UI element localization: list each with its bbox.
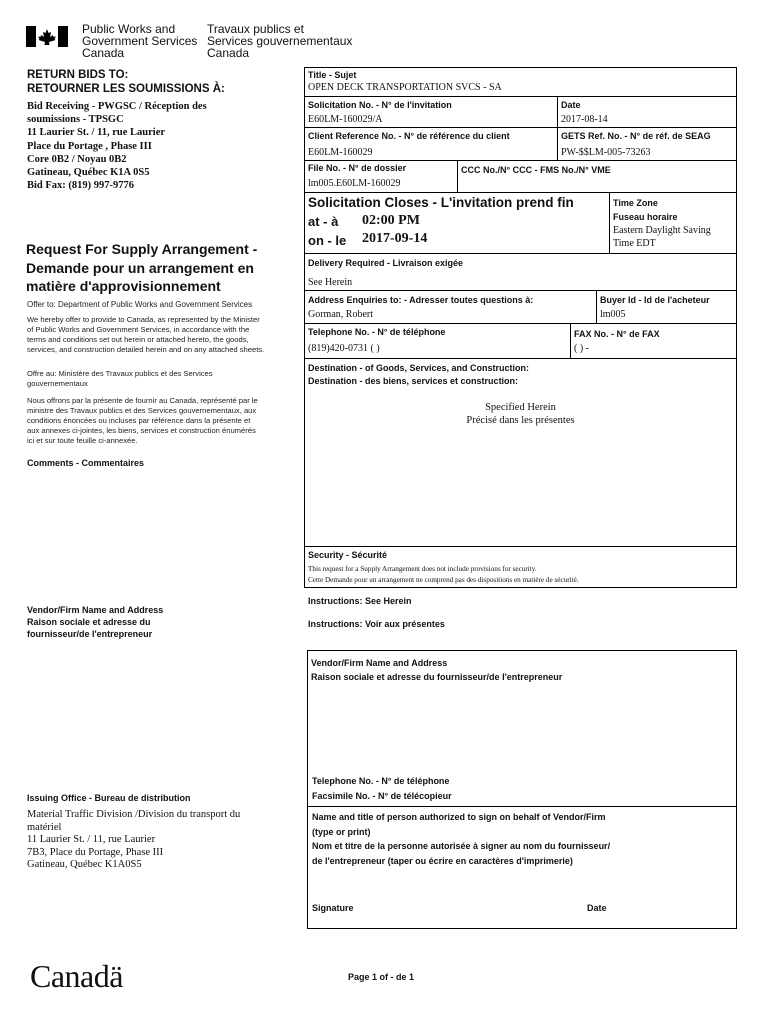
destination-label-line: Destination - des biens, services et construction: <box>308 376 519 386</box>
canada-flag-icon <box>26 26 68 47</box>
time-zone-label <box>613 196 678 224</box>
issuing-office-address <box>27 809 240 872</box>
request-heading-line: matière d'approvisionnement <box>26 278 221 294</box>
time-zone-label-line: Time Zone <box>613 198 658 208</box>
buyer-id-value: lm005 <box>600 309 626 320</box>
vendor-firm-label-line: Vendor/Firm Name and Address <box>311 658 448 668</box>
authorized-person-line: Nom et titre de la personne autorisée à signer au nom du fournisseur/ <box>312 841 611 851</box>
vendor-left-line: fournisseur/de l'entrepreneur <box>27 629 153 639</box>
divider <box>304 127 737 128</box>
time-zone-label-line: Fuseau horaire <box>613 212 678 222</box>
divider <box>304 192 737 193</box>
bid-fax: Bid Fax: (819) 997-9776 <box>27 180 135 192</box>
divider <box>304 253 737 254</box>
address-line: Place du Portage , Phase III <box>27 140 152 152</box>
destination-value-line: Specified Herein <box>485 402 556 413</box>
address-line: Bid Receiving - PWGSC / Réception des <box>27 101 207 112</box>
destination-value-line: Précisé dans les présentes <box>466 415 575 426</box>
solicitation-no-label: Solicitation No. - N° de l'invitation <box>308 100 452 110</box>
fax-label: FAX No. - N° de FAX <box>574 329 660 339</box>
dept-fr-line: Travaux publics et <box>207 22 304 36</box>
signature-date-label: Date <box>587 903 607 913</box>
security-label: Security - Sécurité <box>308 550 388 560</box>
divider <box>557 96 558 160</box>
canada-wordmark: Canadä <box>30 958 123 994</box>
dept-en-line: Government Services <box>82 34 198 48</box>
telephone-value: (819)420-0731 ( ) <box>308 343 380 354</box>
request-heading <box>26 240 257 296</box>
offre-line: Nous offrons par la présente de fournir au Canada, représenté par le <box>27 396 258 405</box>
destination-value <box>304 401 737 427</box>
page-number: Page 1 of - de 1 <box>348 972 415 982</box>
instructions-en: Instructions: See Herein <box>308 596 412 606</box>
title-value: OPEN DECK TRANSPORTATION SVCS - SA <box>308 82 502 93</box>
dept-fr-line: Canada <box>207 46 250 60</box>
gets-ref-value: PW-$$LM-005-73263 <box>561 147 651 158</box>
address-line: Core 0B2 / Noyau 0B2 <box>27 153 127 165</box>
divider <box>570 323 571 358</box>
address-line: Gatineau, Québec K1A 0S5 <box>27 167 150 179</box>
offer-statement-en <box>27 315 264 355</box>
address-line: 11 Laurier St. / 11, rue Laurier <box>27 127 166 139</box>
security-note-line: This request for a Supply Arrangement does not include provisions for security. <box>308 565 537 573</box>
date-label: Date <box>561 100 581 110</box>
vendor-firm-label-line: Raison sociale et adresse du fournisseur/de l'entrepreneur <box>311 672 563 682</box>
offre-line: ici et sur toute feuille ci-annexée. <box>27 436 138 445</box>
security-note-line: Cette Demande pour un arrangement ne comprend pas des dispositions en matière de sécurité. <box>308 576 579 584</box>
return-bids-address <box>27 100 207 192</box>
issuing-line: Gatineau, Québec K1A0S5 <box>27 859 142 870</box>
return-bids-en: RETURN BIDS TO: <box>27 69 129 81</box>
offer-statement-fr <box>27 396 258 446</box>
offre-line: ministre des Travaux publics et des Services gouvernementaux, aux <box>27 406 257 415</box>
issuing-line: 7B3, Place du Portage, Phase III <box>27 846 164 858</box>
dept-name-english <box>82 23 197 59</box>
offre-au-line: gouvernementaux <box>27 379 88 388</box>
divider <box>307 806 737 807</box>
vendor-firm-input-area[interactable] <box>311 688 731 774</box>
address-line: soumissions - TPSGC <box>27 114 124 126</box>
destination-label <box>308 362 529 388</box>
vendor-facsimile-label: Facsimile No. - N° de télécopieur <box>312 791 452 801</box>
telephone-label: Telephone No. - N° de téléphone <box>308 327 446 337</box>
divider <box>304 96 737 97</box>
offer-line: We hereby offer to provide to Canada, as represented by the Minister <box>27 315 260 324</box>
solicitation-closes-label: Solicitation Closes - L'invitation prend fin <box>308 195 574 210</box>
divider <box>304 358 737 359</box>
issuing-line: 11 Laurier St. / 11, rue Laurier <box>27 834 156 845</box>
time-zone-value-line: Eastern Daylight Saving <box>613 225 711 236</box>
authorized-person-line: (type or print) <box>312 826 371 837</box>
buyer-id-label: Buyer Id - Id de l'acheteur <box>600 295 710 305</box>
dept-name-french <box>207 23 352 59</box>
divider <box>457 160 458 192</box>
closing-date-value: 2017-09-14 <box>362 231 428 246</box>
return-bids-fr: RETOURNER LES SOUMISSIONS À: <box>27 83 225 95</box>
offer-to-text: Offer to: Department of Public Works and Government Services <box>27 300 253 309</box>
divider <box>609 192 610 253</box>
vendor-firm-label <box>311 656 562 684</box>
address-enquiries-label: Address Enquiries to: - Adresser toutes questions à: <box>308 295 534 305</box>
ccc-no-label: CCC No./N° CCC - FMS No./N° VME <box>461 165 611 175</box>
request-heading-line: Demande pour un arrangement en <box>26 259 254 276</box>
closing-date-label: on - le <box>308 233 347 248</box>
divider <box>304 323 737 324</box>
issuing-office-label: Issuing Office - Bureau de distribution <box>27 793 191 803</box>
date-value: 2017-08-14 <box>561 114 608 125</box>
fax-value: ( ) - <box>574 343 589 354</box>
signature-label: Signature <box>312 903 354 913</box>
client-reference-label: Client Reference No. - N° de référence du client <box>308 131 510 141</box>
divider <box>304 290 737 291</box>
vendor-firm-left-label <box>27 604 163 640</box>
vendor-left-line: Raison sociale et adresse du <box>27 617 151 627</box>
offre-au-line: Offre au: Ministère des Travaux publics et des Services <box>27 369 213 378</box>
file-no-label: File No. - N° de dossier <box>308 163 407 173</box>
offre-line: conditions énoncées ou incluses par référence dans la présente et <box>27 416 251 425</box>
vendor-telephone-label: Telephone No. - N° de téléphone <box>312 776 450 786</box>
closing-time-value: 02:00 PM <box>362 213 420 228</box>
instructions-fr: Instructions: Voir aux présentes <box>308 619 445 629</box>
delivery-required-label: Delivery Required - Livraison exigée <box>308 258 464 268</box>
time-zone-value <box>613 224 711 250</box>
authorized-person-line: Name and title of person authorized to sign on behalf of Vendor/Firm <box>312 812 606 822</box>
offer-line: of Public Works and Government Services, in accordance with the <box>27 325 250 334</box>
offre-au-text <box>27 369 213 389</box>
divider <box>596 290 597 323</box>
security-notes <box>308 564 579 586</box>
client-reference-value: E60LM-160029 <box>308 147 373 158</box>
authorized-person-label <box>312 810 610 868</box>
gets-ref-label: GETS Ref. No. - N° de réf. de SEAG <box>561 131 711 141</box>
solicitation-no-value: E60LM-160029/A <box>308 114 383 125</box>
vendor-left-line: Vendor/Firm Name and Address <box>27 605 164 615</box>
authorized-person-input-area[interactable] <box>311 870 731 898</box>
offer-line: terms and conditions set out herein or attached hereto, the goods, <box>27 335 249 344</box>
request-heading-line: Request For Supply Arrangement - <box>26 241 258 257</box>
dept-en-line: Canada <box>82 46 125 60</box>
file-no-value: lm005.E60LM-160029 <box>308 178 401 189</box>
return-bids-title <box>27 68 225 96</box>
offre-line: aux annexes ci-jointes, les biens, services et construction énumérés <box>27 426 256 435</box>
title-label: Title - Sujet <box>308 70 357 80</box>
delivery-required-value: See Herein <box>308 277 353 288</box>
dept-en-line: Public Works and <box>82 22 176 36</box>
issuing-line: Material Traffic Division /Division du transport du <box>27 809 241 820</box>
destination-label-line: Destination - of Goods, Services, and Construction: <box>308 363 530 373</box>
dept-fr-line: Services gouvernementaux <box>207 34 353 48</box>
divider <box>304 546 737 547</box>
authorized-person-line: de l'entrepreneur (taper ou écrire en caractères d'imprimerie) <box>312 855 573 866</box>
issuing-line: matériel <box>27 821 62 833</box>
offer-line: services, and construction detailed herein and on any attached sheets. <box>27 345 265 354</box>
address-enquiries-value: Gorman, Robert <box>308 309 373 320</box>
divider <box>304 160 737 161</box>
comments-label: Comments - Commentaires <box>27 458 145 468</box>
closing-time-label: at - à <box>308 214 339 229</box>
time-zone-value-line: Time EDT <box>613 238 656 249</box>
